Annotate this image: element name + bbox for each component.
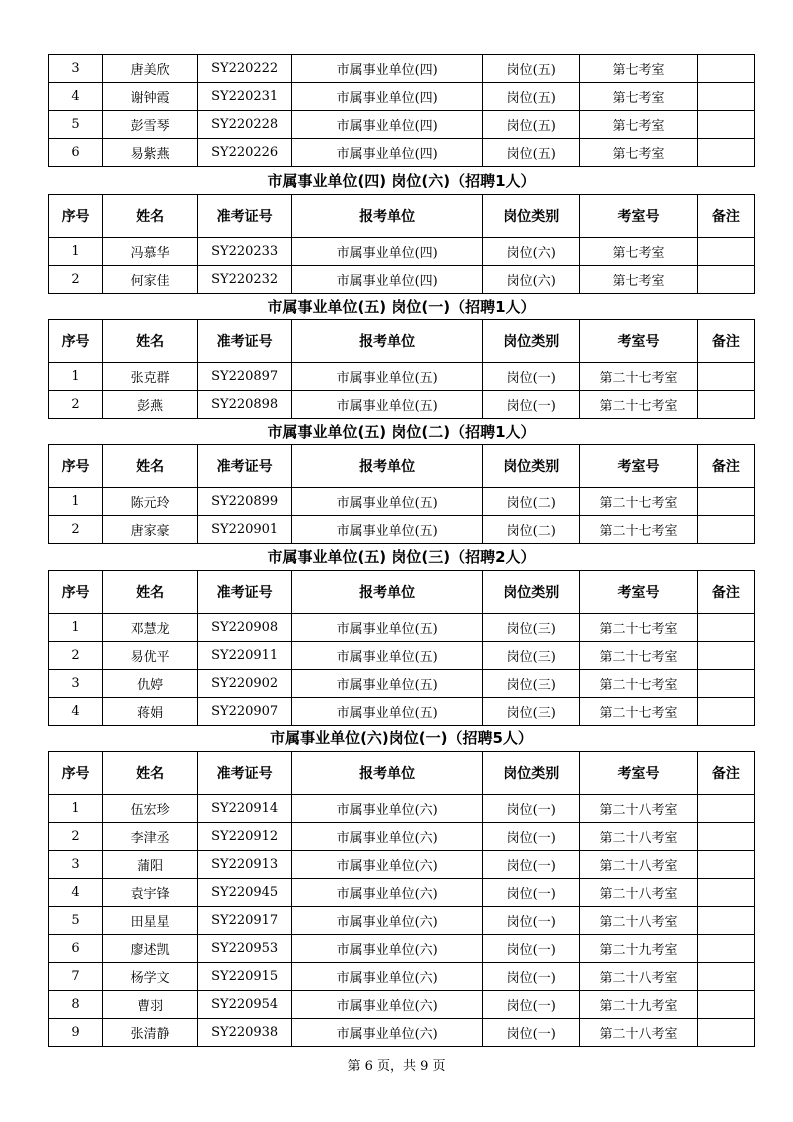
- cell-unit: 市属事业单位(五): [292, 516, 483, 544]
- cell-room: 第二十八考室: [580, 907, 697, 935]
- table-header-row: [49, 752, 755, 795]
- table-row: [49, 991, 755, 1019]
- cell-ticket-no: SY220917: [198, 907, 292, 935]
- header-post-type: 岗位类别: [483, 195, 580, 238]
- header-ticket-no: 准考证号: [198, 445, 292, 488]
- header-room: 考室号: [580, 445, 697, 488]
- table-row: [49, 698, 755, 726]
- cell-remark: [697, 391, 754, 419]
- table-row: [49, 266, 755, 294]
- cell-remark: [697, 879, 754, 907]
- header-remark: 备注: [697, 752, 754, 795]
- cell-ticket-no: SY220912: [198, 823, 292, 851]
- header-name: 姓名: [103, 445, 198, 488]
- cell-room: 第二十八考室: [580, 851, 697, 879]
- cell-post-type: 岗位(一): [483, 907, 580, 935]
- header-name: 姓名: [103, 752, 198, 795]
- cell-name: 唐美欣: [103, 55, 198, 83]
- cell-unit: 市属事业单位(四): [292, 139, 483, 167]
- cell-seq: 5: [49, 111, 103, 139]
- cell-remark: [697, 963, 754, 991]
- table-row: [49, 823, 755, 851]
- cell-ticket-no: SY220913: [198, 851, 292, 879]
- section-title: 市属事业单位(五) 岗位(二)（招聘1人）: [267, 423, 536, 441]
- cell-ticket-no: SY220954: [198, 991, 292, 1019]
- cell-seq: 3: [49, 55, 103, 83]
- cell-room: 第二十七考室: [580, 363, 697, 391]
- section-title: 市属事业单位(五) 岗位(一)（招聘1人）: [267, 298, 536, 316]
- cell-unit: 市属事业单位(六): [292, 907, 483, 935]
- header-room: 考室号: [580, 195, 697, 238]
- header-ticket-no: 准考证号: [198, 195, 292, 238]
- cell-room: 第二十八考室: [580, 795, 697, 823]
- cell-name: 袁宇锋: [103, 879, 198, 907]
- table-row: [49, 139, 755, 167]
- cell-unit: 市属事业单位(六): [292, 963, 483, 991]
- cell-remark: [697, 516, 754, 544]
- cell-name: 易紫燕: [103, 139, 198, 167]
- cell-name: 伍宏珍: [103, 795, 198, 823]
- cell-room: 第二十七考室: [580, 614, 697, 642]
- header-post-type: 岗位类别: [483, 320, 580, 363]
- cell-post-type: 岗位(五): [483, 55, 580, 83]
- table-header-row: [49, 571, 755, 614]
- table-header-row: [49, 445, 755, 488]
- cell-unit: 市属事业单位(四): [292, 238, 483, 266]
- table-row: [49, 963, 755, 991]
- cell-name: 彭燕: [103, 391, 198, 419]
- cell-name: 彭雪琴: [103, 111, 198, 139]
- cell-room: 第二十九考室: [580, 991, 697, 1019]
- cell-remark: [697, 238, 754, 266]
- cell-post-type: 岗位(一): [483, 935, 580, 963]
- cell-seq: 2: [49, 516, 103, 544]
- cell-unit: 市属事业单位(六): [292, 1019, 483, 1047]
- cell-name: 邓慧龙: [103, 614, 198, 642]
- cell-name: 唐家豪: [103, 516, 198, 544]
- cell-ticket-no: SY220899: [198, 488, 292, 516]
- table-row: [49, 879, 755, 907]
- cell-seq: 1: [49, 488, 103, 516]
- table-row: [49, 516, 755, 544]
- cell-name: 谢钟霞: [103, 83, 198, 111]
- cell-remark: [697, 139, 754, 167]
- cell-room: 第二十七考室: [580, 516, 697, 544]
- header-ticket-no: 准考证号: [198, 752, 292, 795]
- cell-seq: 2: [49, 391, 103, 419]
- cell-seq: 4: [49, 83, 103, 111]
- cell-post-type: 岗位(三): [483, 642, 580, 670]
- header-name: 姓名: [103, 195, 198, 238]
- cell-post-type: 岗位(一): [483, 795, 580, 823]
- cell-unit: 市属事业单位(四): [292, 83, 483, 111]
- cell-seq: 5: [49, 907, 103, 935]
- table-row: [49, 1019, 755, 1047]
- cell-post-type: 岗位(五): [483, 139, 580, 167]
- cell-ticket-no: SY220232: [198, 266, 292, 294]
- cell-unit: 市属事业单位(五): [292, 642, 483, 670]
- cell-name: 易优平: [103, 642, 198, 670]
- cell-seq: 3: [49, 670, 103, 698]
- cell-remark: [697, 935, 754, 963]
- cell-name: 李津丞: [103, 823, 198, 851]
- header-ticket-no: 准考证号: [198, 571, 292, 614]
- header-seq: 序号: [49, 752, 103, 795]
- cell-room: 第七考室: [580, 55, 697, 83]
- header-room: 考室号: [580, 752, 697, 795]
- cell-remark: [697, 1019, 754, 1047]
- cell-ticket-no: SY220914: [198, 795, 292, 823]
- cell-seq: 6: [49, 139, 103, 167]
- cell-post-type: 岗位(一): [483, 991, 580, 1019]
- header-ticket-no: 准考证号: [198, 320, 292, 363]
- cell-ticket-no: SY220222: [198, 55, 292, 83]
- table-row: [49, 391, 755, 419]
- header-seq: 序号: [49, 571, 103, 614]
- cell-remark: [697, 670, 754, 698]
- cell-unit: 市属事业单位(六): [292, 851, 483, 879]
- cell-name: 张克群: [103, 363, 198, 391]
- section-title: 市属事业单位(五) 岗位(三)（招聘2人）: [267, 548, 536, 566]
- cell-ticket-no: SY220915: [198, 963, 292, 991]
- cell-ticket-no: SY220233: [198, 238, 292, 266]
- header-post-type: 岗位类别: [483, 445, 580, 488]
- cell-seq: 2: [49, 266, 103, 294]
- cell-name: 何家佳: [103, 266, 198, 294]
- cell-room: 第七考室: [580, 111, 697, 139]
- cell-seq: 1: [49, 795, 103, 823]
- header-seq: 序号: [49, 195, 103, 238]
- table-row: [49, 55, 755, 83]
- header-seq: 序号: [49, 320, 103, 363]
- cell-seq: 4: [49, 698, 103, 726]
- cell-name: 田星星: [103, 907, 198, 935]
- cell-post-type: 岗位(二): [483, 516, 580, 544]
- cell-post-type: 岗位(五): [483, 83, 580, 111]
- cell-name: 张清静: [103, 1019, 198, 1047]
- cell-post-type: 岗位(三): [483, 670, 580, 698]
- cell-post-type: 岗位(三): [483, 698, 580, 726]
- table-row: [49, 907, 755, 935]
- cell-seq: 4: [49, 879, 103, 907]
- table-row: [49, 642, 755, 670]
- cell-ticket-no: SY220908: [198, 614, 292, 642]
- candidate-table: [48, 751, 755, 1047]
- cell-remark: [697, 907, 754, 935]
- cell-room: 第二十七考室: [580, 488, 697, 516]
- cell-ticket-no: SY220231: [198, 83, 292, 111]
- header-unit: 报考单位: [292, 195, 483, 238]
- cell-remark: [697, 614, 754, 642]
- cell-post-type: 岗位(一): [483, 823, 580, 851]
- cell-seq: 9: [49, 1019, 103, 1047]
- cell-post-type: 岗位(六): [483, 238, 580, 266]
- cell-remark: [697, 111, 754, 139]
- cell-unit: 市属事业单位(六): [292, 935, 483, 963]
- cell-ticket-no: SY220911: [198, 642, 292, 670]
- cell-post-type: 岗位(二): [483, 488, 580, 516]
- header-post-type: 岗位类别: [483, 571, 580, 614]
- cell-room: 第七考室: [580, 139, 697, 167]
- header-unit: 报考单位: [292, 571, 483, 614]
- cell-seq: 2: [49, 642, 103, 670]
- cell-room: 第七考室: [580, 83, 697, 111]
- header-remark: 备注: [697, 445, 754, 488]
- cell-ticket-no: SY220898: [198, 391, 292, 419]
- header-room: 考室号: [580, 320, 697, 363]
- header-seq: 序号: [49, 445, 103, 488]
- table-row: [49, 935, 755, 963]
- cell-ticket-no: SY220938: [198, 1019, 292, 1047]
- cell-remark: [697, 55, 754, 83]
- cell-unit: 市属事业单位(六): [292, 795, 483, 823]
- cell-seq: 2: [49, 823, 103, 851]
- table-header-row: [49, 195, 755, 238]
- header-unit: 报考单位: [292, 752, 483, 795]
- section-title: 市属事业单位(四) 岗位(六)（招聘1人）: [267, 172, 536, 190]
- table-row: [49, 851, 755, 879]
- cell-name: 蒲阳: [103, 851, 198, 879]
- cell-ticket-no: SY220945: [198, 879, 292, 907]
- cell-post-type: 岗位(一): [483, 879, 580, 907]
- candidate-table: [48, 444, 755, 544]
- cell-name: 杨学文: [103, 963, 198, 991]
- cell-unit: 市属事业单位(五): [292, 488, 483, 516]
- cell-room: 第七考室: [580, 238, 697, 266]
- candidate-table: [48, 54, 755, 167]
- cell-post-type: 岗位(一): [483, 1019, 580, 1047]
- cell-seq: 8: [49, 991, 103, 1019]
- cell-remark: [697, 795, 754, 823]
- table-header-row: [49, 320, 755, 363]
- cell-post-type: 岗位(一): [483, 363, 580, 391]
- cell-unit: 市属事业单位(五): [292, 363, 483, 391]
- cell-remark: [697, 363, 754, 391]
- cell-seq: 6: [49, 935, 103, 963]
- cell-name: 陈元玲: [103, 488, 198, 516]
- table-row: [49, 111, 755, 139]
- cell-ticket-no: SY220228: [198, 111, 292, 139]
- cell-unit: 市属事业单位(五): [292, 614, 483, 642]
- cell-seq: 1: [49, 238, 103, 266]
- cell-name: 仇婷: [103, 670, 198, 698]
- cell-remark: [697, 488, 754, 516]
- cell-ticket-no: SY220901: [198, 516, 292, 544]
- cell-unit: 市属事业单位(四): [292, 266, 483, 294]
- cell-seq: 1: [49, 363, 103, 391]
- cell-room: 第二十七考室: [580, 391, 697, 419]
- cell-room: 第二十九考室: [580, 935, 697, 963]
- cell-remark: [697, 823, 754, 851]
- cell-seq: 7: [49, 963, 103, 991]
- cell-room: 第二十八考室: [580, 963, 697, 991]
- cell-ticket-no: SY220953: [198, 935, 292, 963]
- cell-ticket-no: SY220902: [198, 670, 292, 698]
- cell-room: 第二十八考室: [580, 1019, 697, 1047]
- cell-room: 第二十七考室: [580, 642, 697, 670]
- header-remark: 备注: [697, 571, 754, 614]
- header-remark: 备注: [697, 320, 754, 363]
- table-row: [49, 795, 755, 823]
- cell-name: 冯慕华: [103, 238, 198, 266]
- cell-unit: 市属事业单位(六): [292, 823, 483, 851]
- cell-ticket-no: SY220226: [198, 139, 292, 167]
- cell-ticket-no: SY220897: [198, 363, 292, 391]
- header-post-type: 岗位类别: [483, 752, 580, 795]
- cell-ticket-no: SY220907: [198, 698, 292, 726]
- cell-unit: 市属事业单位(五): [292, 391, 483, 419]
- table-row: [49, 363, 755, 391]
- cell-room: 第七考室: [580, 266, 697, 294]
- cell-remark: [697, 266, 754, 294]
- cell-remark: [697, 83, 754, 111]
- cell-room: 第二十八考室: [580, 879, 697, 907]
- cell-unit: 市属事业单位(五): [292, 698, 483, 726]
- cell-seq: 1: [49, 614, 103, 642]
- header-remark: 备注: [697, 195, 754, 238]
- header-name: 姓名: [103, 320, 198, 363]
- candidate-table: [48, 319, 755, 419]
- cell-room: 第二十七考室: [580, 698, 697, 726]
- cell-name: 蒋娟: [103, 698, 198, 726]
- cell-post-type: 岗位(五): [483, 111, 580, 139]
- header-room: 考室号: [580, 571, 697, 614]
- header-name: 姓名: [103, 571, 198, 614]
- cell-unit: 市属事业单位(四): [292, 55, 483, 83]
- cell-unit: 市属事业单位(六): [292, 991, 483, 1019]
- cell-unit: 市属事业单位(六): [292, 879, 483, 907]
- section-title: 市属事业单位(六)岗位(一)（招聘5人）: [270, 729, 533, 747]
- page-footer: 第 6 页，共 9 页: [347, 1059, 446, 1074]
- table-row: [49, 238, 755, 266]
- cell-post-type: 岗位(一): [483, 851, 580, 879]
- cell-name: 廖述凯: [103, 935, 198, 963]
- table-row: [49, 614, 755, 642]
- cell-remark: [697, 991, 754, 1019]
- header-unit: 报考单位: [292, 445, 483, 488]
- table-row: [49, 488, 755, 516]
- cell-post-type: 岗位(六): [483, 266, 580, 294]
- cell-post-type: 岗位(一): [483, 963, 580, 991]
- cell-unit: 市属事业单位(四): [292, 111, 483, 139]
- cell-remark: [697, 698, 754, 726]
- cell-seq: 3: [49, 851, 103, 879]
- candidate-table: [48, 570, 755, 726]
- header-unit: 报考单位: [292, 320, 483, 363]
- cell-room: 第二十七考室: [580, 670, 697, 698]
- cell-remark: [697, 851, 754, 879]
- cell-remark: [697, 642, 754, 670]
- cell-post-type: 岗位(一): [483, 391, 580, 419]
- candidate-table: [48, 194, 755, 294]
- table-row: [49, 670, 755, 698]
- table-row: [49, 83, 755, 111]
- cell-room: 第二十八考室: [580, 823, 697, 851]
- cell-name: 曹羽: [103, 991, 198, 1019]
- cell-post-type: 岗位(三): [483, 614, 580, 642]
- cell-unit: 市属事业单位(五): [292, 670, 483, 698]
